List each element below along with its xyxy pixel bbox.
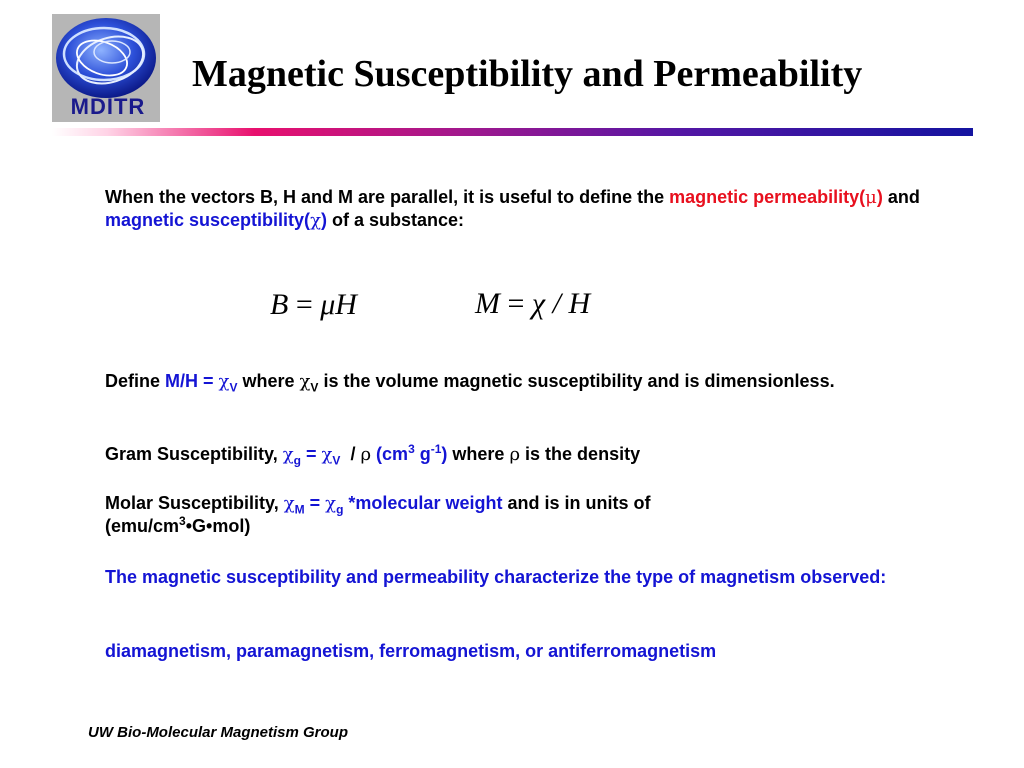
- gram-paragraph: [105, 443, 935, 466]
- eq1-operator: =: [295, 288, 313, 321]
- cm-exponent: 3: [408, 442, 415, 456]
- molar-cm-exponent: 3: [179, 514, 186, 528]
- intro-tail: of a substance:: [326, 210, 465, 230]
- gram-eq: =: [300, 444, 322, 464]
- rho-symbol: ρ: [360, 444, 372, 465]
- chi-v2-symbol: χ: [299, 371, 311, 392]
- intro-paragraph: [105, 186, 935, 232]
- eq2-rhs: χ / H: [531, 287, 591, 320]
- susceptibility-close: ): [320, 210, 327, 230]
- g-exponent: -1: [430, 442, 442, 456]
- intro-and: and: [882, 187, 920, 207]
- chi-g-symbol: χ: [282, 444, 294, 465]
- susceptibility-term: [105, 210, 327, 230]
- equation-m-chi-h: [475, 287, 590, 321]
- rho2-symbol: ρ: [509, 444, 521, 465]
- gram-rest: is the density: [520, 444, 641, 464]
- intro-text: When the vectors B, H and M are parallel, it is useful to define the: [105, 187, 670, 207]
- logo-text: MDITR: [70, 94, 146, 119]
- chi-m-subscript: M: [294, 502, 305, 517]
- footer-text: UW Bio-Molecular Magnetism Group: [88, 724, 349, 741]
- gram-prefix: Gram Susceptibility,: [105, 444, 283, 464]
- eq2-lhs: M: [475, 287, 500, 320]
- define-mh-term: [165, 371, 238, 395]
- molar-rest: and is in units of: [502, 493, 651, 513]
- chi-m-symbol: χ: [283, 493, 295, 514]
- eq2-operator: =: [507, 287, 525, 320]
- define-rest: is the volume magnetic susceptibility and is dimensionless.: [318, 371, 835, 391]
- molar-formula: [283, 493, 503, 517]
- units-g: g: [414, 444, 431, 464]
- define-paragraph: [105, 370, 935, 393]
- molar-units-pre: (emu/cm: [105, 516, 180, 536]
- permeability-label: magnetic permeability(: [669, 187, 866, 207]
- gram-units: [371, 444, 447, 464]
- eq1-lhs: B: [270, 288, 289, 321]
- gram-divide: /: [340, 444, 361, 464]
- title-divider: [52, 128, 973, 136]
- chi-g-symbol: χ: [325, 493, 337, 514]
- permeability-close: ): [876, 187, 883, 207]
- mu-symbol: μ: [865, 187, 877, 208]
- molar-prefix: Molar Susceptibility,: [105, 493, 284, 513]
- units-close: ): [441, 444, 448, 464]
- susceptibility-label: magnetic susceptibility(: [105, 210, 311, 230]
- page-title: Magnetic Susceptibility and Permeability: [192, 53, 863, 95]
- define-mid: where: [237, 371, 300, 391]
- define-mh: M/H =: [165, 371, 219, 391]
- permeability-term: [669, 187, 883, 207]
- eq1-rhs: μH: [320, 288, 357, 321]
- characterize-paragraph: The magnetic susceptibility and permeability characterize the type of magnetism observed:: [105, 567, 887, 587]
- gram-where: where: [447, 444, 510, 464]
- units-open: (cm: [371, 444, 409, 464]
- molar-paragraph: [105, 492, 935, 537]
- chi-symbol: χ: [310, 210, 321, 231]
- chi-g-subscript: g: [336, 502, 344, 517]
- gram-formula: [282, 444, 341, 468]
- molar-eq: =: [304, 493, 326, 513]
- magnetism-types: diamagnetism, paramagnetism, ferromagnetism, or antiferromagnetism: [105, 641, 717, 661]
- chi-v-subscript: V: [332, 453, 341, 468]
- chi-v2-subscript: V: [310, 380, 319, 395]
- molecular-weight: *molecular weight: [343, 493, 503, 513]
- chi-v-symbol: χ: [218, 371, 230, 392]
- chi-v-subscript: V: [229, 380, 238, 395]
- define-prefix: Define: [105, 371, 166, 391]
- molar-units-post: •G•mol): [185, 516, 251, 536]
- chi-v-symbol: χ: [321, 444, 333, 465]
- chi-g-subscript: g: [293, 453, 301, 468]
- equation-b-mu-h: [270, 288, 357, 322]
